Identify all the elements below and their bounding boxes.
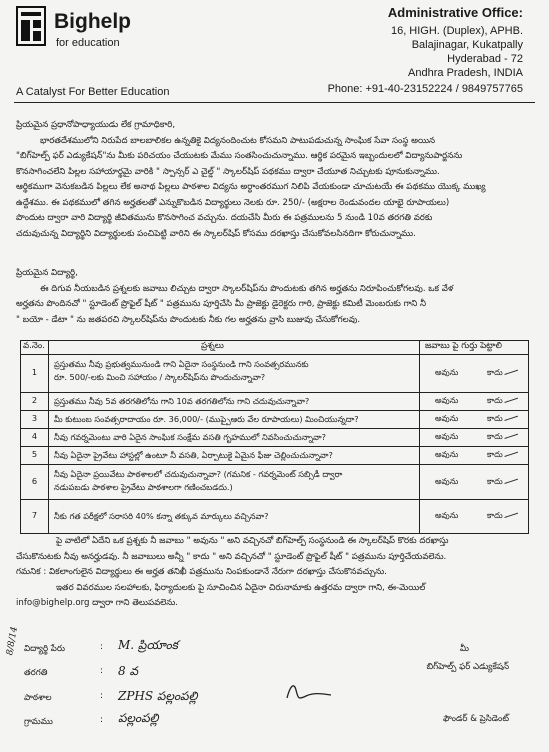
margin-note: 8/8/14 <box>5 625 20 657</box>
signature-org: బిగ్‌హెల్ప్ ఫర్ ఎడ్యుకేషన్ <box>426 662 509 672</box>
question-line: నీవు గవర్నమెంటు వారి ఏదైన సాంఘిక సంక్షేమ వసతి గృహములో నివసించుచున్నావా? <box>54 432 326 442</box>
table-header <box>21 341 528 355</box>
question-line: నీకు గత పరీక్షలో సరాసరి 40% కన్నా తక్కువ మార్కులు వచ్చినవా? <box>54 511 269 521</box>
school-label: పాఠశాల <box>24 693 52 703</box>
para-line: కొనసాగించలేని పిల్లల సహాయార్థమై వారికి " స్పాన్సర్ ఎ చైల్డ్ " స్కాలర్‌షిప్ పథకము ద్వారా చేయూత నిచ్చుటకు పూనుకున్నాము. <box>16 166 440 177</box>
letter-student <box>16 266 530 328</box>
para-line: చదువుచున్న విద్యార్థిని విద్యార్థులకు పంచిపెట్టి వారిని ఈ స్కాలర్‌షిప్ కోసము దరఖాస్తు చేసుకోవలసినదిగా కోరుచున్నాము. <box>16 228 416 239</box>
bighelp-logo-icon <box>16 6 46 46</box>
row-question <box>54 510 414 523</box>
checkmark-icon <box>502 444 518 457</box>
letter-page: Bighelp for education A Catalyst For Better Education Administrative Office: 16, HIGH. (Duplex), APHB. Balajinagar, Kukatpally Hyderabad - 72 Andhra Pradesh, INDIA Phone: +91-40-23152224 / 9849757765 ప్రియమైన ప్రధానోపాధ్యాయుడు లేక గ్రామాధికారి, భారతదేశములోని నిరుపేద బాలబాలికల ఉన్నతికై విద్యనందించుట కోసమని పాటుపడుచున్న సాంఘిక సేవా సంస్థ అయిన "బిగ్‌హెల్ప్ ఫర్ ఎడ్యుకేషన్"ను మీకు పరిచయం చేయుటకు మేము సంతసించుచున్నాము. ఆర్థిక పరమైన ఇబ్బందులలో విద్యానుపార్జనను కొనసాగించలేని పిల్లల సహాయార్థమై వారికి " స్పాన్సర్ ఎ చైల్డ్ " స్కాలర్‌షిప్ పథకము ద్వారా చేయూత నిచ్చుటకు పూనుకున్నాము. ఆర్థికముగా వెనుకబడిన పిల్లలు లేక అనాథ పిల్లలు పాఠశాల విద్యను అర్ధాంతరముగ నిలిపి వేయకుండా చూచుటయే ఈ పథకము యొక్క ముఖ్య ఉద్దేశము. ఈ పథకములో తగిన అర్హతలతో ఎన్నుకొబడిన విద్యార్థులు నెలకు రూ. 250/- (అక్షరాల రెండువందల యాభై రూపాయలు) పొందుట ద్వారా వారి విద్యార్థి జీవితమును కొనసాగించ వచ్చును. దయచేసి మీరు ఈ పత్రములను 5 నుండి 10వ తరగతి వరకు చదువుచున్న విద్యార్థిని విద్యార్థులకు పంచిపెట్టి వారిని ఈ స్కాలర్‌షిప్ కోసము దరఖాస్తు చేసుకోవలసినదిగా కోరుచున్నాము. ప్రియమైన విద్యార్థి, ఈ దిగువ నీయబడిన ప్రశ్నలకు జవాబు లిచ్చుట ద్వారా స్కాలర్‌షిప్‌ను పొందుటకు తగిన అర్హతను నిరూపించుకోగలవు. ఒక వేళ అర్హతను పొందినచో " స్టూడెంట్ ప్రొఫైల్ షీట్ " పత్రమును పూర్తిచేసి మీ ప్రాజెక్టు డైరెక్టరు గారి, ప్రాజెక్టు కమిటీ మెంబరుకు గాని నీ " బయో - డేటా " ను జతపరచి స్కాలర్‌షిప్‌ను పొందుటకు నీకు గల అర్హతను వ్రాసి బుజువు చేసుకోగలవు. వ.నెం. ప్రశ్నలు జవాబు పై గుర్తు పెట్టాలి 1 ప్రస్తుతము నీవు ప్రభుత్వమునుండి గాని ఏదైనా సంస్థనుండి గాని సంవత్సరమునకు రూ. 500/-లకు మించి సహాయం / స్కాలర్‌షిప్‌ను పొందుచున్నావా? అవును కాదు 2 ప్రస్తుతము నీవు 5వ తరగతిలోను గాని 10వ తరగతిలోను గాని చదువుచున్నావా? అవును కాదు 3 మీ కుటుంబ సంవత్సరాదాయం రూ. 36,000/- (ముప్పైఆరు వేల రూపాయలు) మించియున్నదా? అవును కాదు 4 నీవు గవర్నమెంటు వారి ఏదైన సాంఘిక సంక్షేమ వసతి గృహములో నివసించుచున్నావా? అవును కాదు 5 నీవు ఏదైనా ప్రైవేటు హాస్టల్లో ఉంటూ నీ వసతి, ఏర్పాటుకై ఏమైన ఫీజు చెల్లించుచున్నావా? అవును కాదు 6 నీవు ఏదైనా ప్రయివేటు పాఠశాలలో చదువుచున్నావా? (గమనిక - గవర్నమెంట్ సబ్సిడీ ద్వారా నడుపబడు పాఠశాల ప్రైవేటు పాఠశాలగా గణించబడదు.) అవును కాదు 7 నీకు గత పరీక్షలో సరాసరి 40% కన్నా తక్కువ మార్కులు వచ్చినవా? అవును కాదు పై వాటిలో ఏదేని ఒక ప్రశ్నకు నీ జవాబు " అవును " అని వచ్చినచో బిగ్‌హెల్ప్ సంస్థనుండి ఈ స్కాలర్‌షిప్ కొరకు దరఖాస్తు చేసుకొనుటకు నీవు అనర్హుడవు. నీ జవాబులు అన్నీ " కాదు " అని వచ్చినచో " స్టూడెంట్ ప్రొఫైల్ షీట్ " పత్రమును పూర్తిచేయవలెను. గమనిక : వికలాంగులైన విద్యార్థులు ఈ అర్హత తనిఖీ పత్రమును నింపకుండానే నేరుగా దరఖాస్తు చేసుకొనవచ్చును. ఇతర వివరముల సలహాలకు, ఫిర్యాదులకు పై సూచించిన ఏదైనా చిరునామాకు ఉత్తరమ ద్వారా గాని, ఈ-మెయిల్ info@bighelp.org ద్వారా గాని తెలుపవలెను. 8/8/14 విద్యార్థి పేరు : M. ప్రియాంక తరగతి : 8 వ పాఠశాల : ZPHS పల్లంపల్లి గ్రామము : పల్లంపల్లి మీ బిగ్‌హెల్ప్ ఫర్ ఎడ్యుకేషన్ ఫౌండర్ & ప్రెసిడెంట్ <box>0 0 549 752</box>
answer-yes[interactable]: అవును <box>435 449 459 459</box>
school-value: ZPHS పల్లంపల్లి <box>118 689 198 703</box>
answer-yes[interactable]: అవును <box>435 431 459 441</box>
salutation-principal: ప్రియమైన ప్రధానోపాధ్యాయుడు లేక గ్రామాధికారి, <box>16 120 176 130</box>
row-question <box>54 358 414 384</box>
answer-no[interactable]: కాదు <box>487 413 503 423</box>
salutation-student: ప్రియమైన విద్యార్థి, <box>16 268 78 278</box>
brand-name: Bighelp <box>54 10 131 33</box>
answer-yes[interactable]: అవును <box>435 367 459 377</box>
checkmark-icon <box>502 505 518 518</box>
signature-thanks: మీ <box>459 644 469 654</box>
answer-no[interactable]: కాదు <box>487 395 503 405</box>
checkmark-icon <box>502 390 518 403</box>
closing-line: ఇతర వివరముల సలహాలకు, ఫిర్యాదులకు పై సూచించిన ఏదైనా చిరునామాకు ఉత్తరమ ద్వారా గాని, ఈ-మెయిల్ <box>56 582 426 593</box>
table-row <box>21 392 528 411</box>
para-line: పొందుట ద్వారా వారి విద్యార్థి జీవితమును కొనసాగించ వచ్చును. దయచేసి మీరు ఈ పత్రములను 5 నుండి 10వ తరగతి వరకు <box>16 213 433 223</box>
para-line: ఆర్థికముగా వెనుకబడిన పిల్లలు లేక అనాథ పిల్లలు పాఠశాల విద్యను అర్ధాంతరముగ నిలిపి వేయకుండా చూచుటయే ఈ పథకము యొక్క ముఖ్య <box>16 182 486 192</box>
para-line: "బిగ్‌హెల్ప్ ఫర్ ఎడ్యుకేషన్"ను మీకు పరిచయం చేయుటకు మేము సంతసించుచున్నాము. ఆర్థిక పరమైన ఇబ్బందులలో విద్యానుపార్జనను <box>16 151 463 161</box>
eligibility-table <box>20 340 529 534</box>
col-question-header: ప్రశ్నలు <box>201 341 224 351</box>
answer-yes[interactable]: అవును <box>435 395 459 405</box>
row-question <box>54 395 414 408</box>
question-line: నడుపబడు పాఠశాల ప్రైవేటు పాఠశాలగా గణించబడదు.) <box>54 482 233 492</box>
header-divider <box>14 102 535 103</box>
para-line: ఉద్దేశము. ఈ పథకములో తగిన అర్హతలతో ఎన్నుకొబడిన విద్యార్థులు నెలకు రూ. 250/- (అక్షరాల రెండువందల యాభై రూపాయలు) <box>16 197 450 208</box>
checkmark-icon <box>502 471 518 484</box>
signature-title: ఫౌండర్ & ప్రెసిడెంట్ <box>443 714 509 724</box>
closing-line: పై వాటిలో ఏదేని ఒక ప్రశ్నకు నీ జవాబు " అవును " అని వచ్చినచో బిగ్‌హెల్ప్ సంస్థనుండి ఈ స్కాలర్‌షిప్ కొరకు దరఖాస్తు <box>56 536 449 546</box>
answer-no[interactable]: కాదు <box>487 367 503 377</box>
para-line: అర్హతను పొందినచో " స్టూడెంట్ ప్రొఫైల్ షీట్ " పత్రమును పూర్తిచేసి మీ ప్రాజెక్టు డైరెక్టరు గారి, ప్రాజెక్టు కమిటీ మెంబరుకు గాని నీ <box>16 299 427 309</box>
signature-scribble <box>284 680 334 702</box>
question-line: నీవు ఏదైనా ప్రయివేటు పాఠశాలలో చదువుచున్నావా? (గమనిక - గవర్నమెంట్ సబ్సిడీ ద్వారా <box>54 469 343 479</box>
para-line: " బయో - డేటా " ను జతపరచి స్కాలర్‌షిప్‌ను పొందుటకు నీకు గల అర్హతను వ్రాసి బుజువు చేసుకోగలవు. <box>16 314 361 325</box>
letter-intro <box>16 118 530 242</box>
class-label: తరగతి <box>24 668 48 678</box>
closing-notes <box>16 534 530 612</box>
row-question <box>54 449 414 462</box>
tagline: A Catalyst For Better Education <box>16 86 170 98</box>
email-line: info@bighelp.org ద్వారా గాని తెలుపవలెను. <box>16 598 179 608</box>
table-row <box>21 446 528 465</box>
row-question <box>54 431 414 444</box>
closing-line: చేసుకొనుటకు నీవు అనర్హుడవు. నీ జవాబులు అన్నీ " కాదు " అని వచ్చినచో " స్టూడెంట్ ప్రొఫైల్ షీట్ " పత్రమును పూర్తిచేయవలెను. <box>16 551 447 562</box>
office-phone: Phone: +91-40-23152224 / 9849757765 <box>327 83 523 95</box>
col-no-header: వ.నెం. <box>23 341 45 351</box>
office-line: Hyderabad - 72 <box>447 53 523 65</box>
closing-line: గమనిక : వికలాంగులైన విద్యార్థులు ఈ అర్హత తనిఖీ పత్రమును నింపకుండానే నేరుగా దరఖాస్తు చేసుకొనవచ్చును. <box>16 567 387 577</box>
row-question <box>54 413 414 426</box>
table-row <box>21 354 528 393</box>
office-title: Administrative Office: <box>387 5 523 20</box>
answer-no[interactable]: కాదు <box>487 431 503 441</box>
checkmark-icon <box>502 362 518 375</box>
office-line: Andhra Pradesh, INDIA <box>408 67 523 79</box>
answer-no[interactable]: కాదు <box>487 449 503 459</box>
question-line: నీవు ఏదైనా ప్రైవేటు హాస్టల్లో ఉంటూ నీ వసతి, ఏర్పాటుకై ఏమైన ఫీజు చెల్లించుచున్నావా? <box>54 450 333 460</box>
checkmark-icon <box>502 408 518 421</box>
answer-no[interactable]: కాదు <box>487 510 503 520</box>
question-line: ప్రస్తుతము నీవు ప్రభుత్వమునుండి గాని ఏదైనా సంస్థనుండి గాని సంవత్సరమునకు <box>54 359 309 369</box>
row-number: 7 <box>31 510 38 520</box>
answer-no[interactable]: కాదు <box>487 475 503 486</box>
office-address <box>328 6 523 96</box>
question-line: మీ కుటుంబ సంవత్సరాదాయం రూ. 36,000/- (ముప్పైఆరు వేల రూపాయలు) మించియున్నదా? <box>54 414 359 424</box>
answer-yes[interactable]: అవును <box>435 510 459 520</box>
answer-yes[interactable]: అవును <box>435 413 459 423</box>
name-label: విద్యార్థి పేరు <box>24 644 65 654</box>
table-row <box>21 410 528 429</box>
checkmark-icon <box>502 426 518 439</box>
brand-subtitle: for education <box>56 37 120 49</box>
row-number: 3 <box>31 413 38 423</box>
table-row <box>21 428 528 447</box>
row-question <box>54 468 414 494</box>
village-value: పల్లంపల్లి <box>118 711 159 725</box>
para-line: భారతదేశములోని నిరుపేద బాలబాలికల ఉన్నతికై విద్యనందించుట కోసమని పాటుపడుచున్న సాంఘిక సేవా సంస్థ అయిన <box>40 135 436 146</box>
question-line: రూ. 500/-లకు మించి సహాయం / స్కాలర్‌షిప్‌ను పొందుచున్నావా? <box>54 372 266 382</box>
row-number: 2 <box>31 395 38 405</box>
para-line: ఈ దిగువ నీయబడిన ప్రశ్నలకు జవాబు లిచ్చుట ద్వారా స్కాలర్‌షిప్‌ను పొందుటకు తగిన అర్హతను నిరూపించుకోగలవు. ఒక వేళ <box>40 283 454 294</box>
row-number: 6 <box>31 475 38 486</box>
table-row <box>21 499 528 533</box>
name-value: M. ప్రియాంక <box>118 638 178 652</box>
class-value: 8 వ <box>118 664 138 678</box>
row-number: 5 <box>31 449 38 459</box>
office-line: 16, HIGH. (Duplex), APHB. <box>390 25 523 37</box>
answer-yes[interactable]: అవును <box>435 475 459 486</box>
question-line: ప్రస్తుతము నీవు 5వ తరగతిలోను గాని 10వ తరగతిలోను గాని చదువుచున్నావా? <box>54 396 310 406</box>
village-label: గ్రామము <box>24 717 53 727</box>
row-number: 1 <box>31 367 38 377</box>
table-row <box>21 464 528 500</box>
col-answer-header: జవాబు పై గుర్తు పెట్టాలి <box>425 341 502 351</box>
office-line: Balajinagar, Kukatpally <box>411 39 523 51</box>
row-number: 4 <box>31 431 38 441</box>
